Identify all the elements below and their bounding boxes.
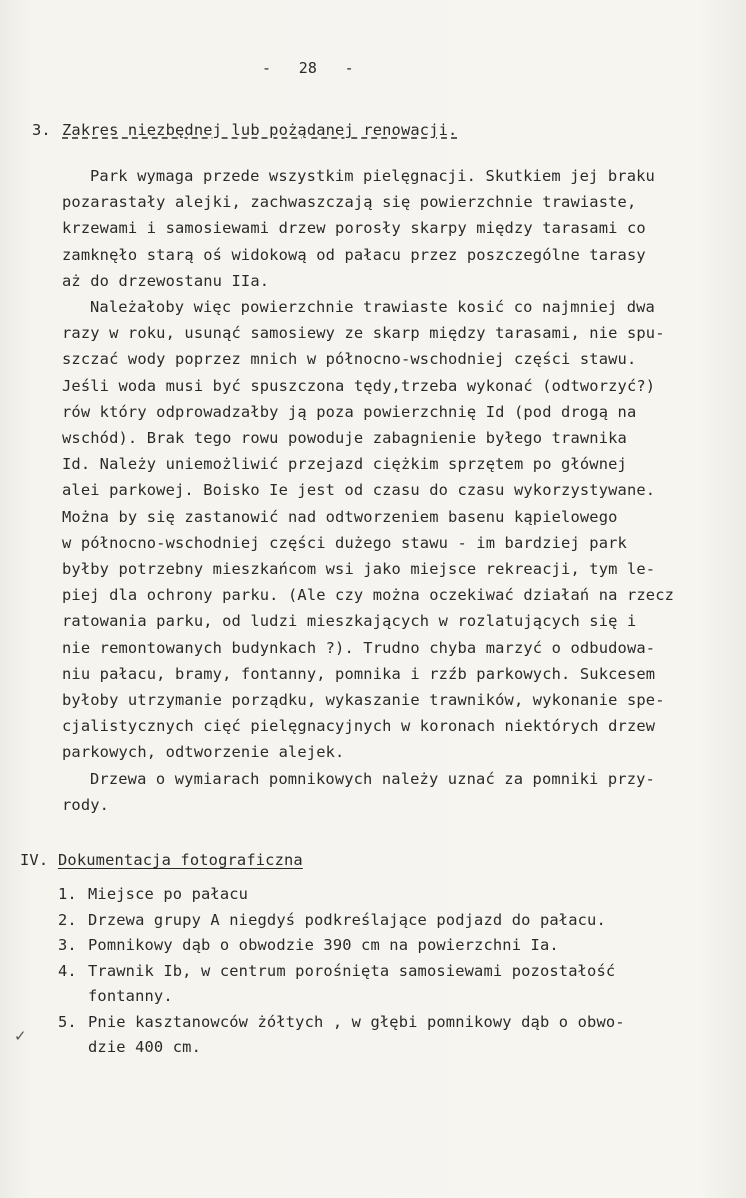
paragraph-line: aż do drzewostanu IIa. bbox=[62, 271, 270, 290]
paragraph-line: niu pałacu, bramy, fontanny, pomnika i rzźb parkowych. Sukcesem bbox=[62, 664, 656, 683]
paragraph-line: Można by się zastanowić nad odtworzeniem basenu kąpielowego bbox=[62, 507, 618, 526]
photo-list-number: 5. bbox=[58, 1012, 77, 1031]
paragraph-line: Park wymaga przede wszystkim pielęgnacji. Skutkiem jej braku bbox=[90, 167, 655, 185]
section-4-title: Dokumentacja fotograficzna bbox=[58, 851, 303, 869]
photo-list-text: Trawnik Ib, w centrum porośnięta samosiewami pozostałość bbox=[88, 961, 616, 980]
photo-list-text: Miejsce po pałacu bbox=[88, 885, 249, 903]
photo-list-number: 3. bbox=[58, 936, 77, 954]
paragraph-line: Drzewa o wymiarach pomnikowych należy uznać za pomniki przy- bbox=[90, 769, 655, 788]
paragraph-line: razy w roku, usunąć samosiewy ze skarp między tarasami, nie spu- bbox=[62, 324, 665, 343]
photo-list-text: Drzewa grupy A niegdyś podkreślające podjazd do pałacu. bbox=[88, 910, 606, 929]
photo-list-number: 1. bbox=[58, 885, 77, 903]
paragraph-line: wschód). Brak tego rowu powoduje zabagnienie byłego trawnika bbox=[62, 429, 627, 447]
paragraph-line: Jeśli woda musi być spuszczona tędy,trzeba wykonać (odtworzyć?) bbox=[62, 376, 656, 395]
section-4-number: IV. bbox=[20, 851, 49, 869]
paragraph-line: nie remontowanych budynkach ?). Trudno chyba marzyć o odbudowa- bbox=[62, 638, 656, 657]
paragraph-line: Należałoby więc powierzchnie trawiaste kosić co najmniej dwa bbox=[90, 298, 655, 316]
paragraph-line: rody. bbox=[62, 795, 110, 814]
paragraph-line: Id. Należy uniemożliwić przejazd ciężkim sprzętem po głównej bbox=[62, 455, 627, 474]
paragraph-line: pozarastały alejki, zachwaszczają się powierzchnie trawiaste, bbox=[62, 193, 637, 212]
margin-check-mark: ✓ bbox=[14, 1027, 27, 1045]
paragraph-line: byłby potrzebny mieszkańcom wsi jako miejsce rekreacji, tym le- bbox=[62, 560, 656, 578]
paragraph-line: ratowania parku, od ludzi mieszkających w rozlatujących się i bbox=[62, 612, 637, 631]
section-3-number: 3. bbox=[32, 121, 51, 139]
paragraph-line: parkowych, odtworzenie alejek. bbox=[62, 743, 345, 762]
paragraph-line: piej dla ochrony parku. (Ale czy można oczekiwać działań na rzecz bbox=[62, 586, 675, 605]
paragraph-line: byłoby utrzymanie porządku, wykaszanie trawników, wykonanie spe- bbox=[62, 691, 665, 709]
paragraph-line: krzewami i samosiewami drzew porosły skarpy między tarasami co bbox=[62, 219, 646, 238]
photo-list-text: Pomnikowy dąb o obwodzie 390 cm na powierzchni Ia. bbox=[88, 936, 559, 954]
photo-list-text: dzie 400 cm. bbox=[88, 1038, 201, 1056]
paragraph-line: w północno-wschodniej części dużego stawu - im bardziej park bbox=[62, 533, 627, 552]
photo-list-text: Pnie kasztanowców żółtych , w głębi pomnikowy dąb o obwo- bbox=[88, 1012, 625, 1031]
photo-list-number: 2. bbox=[58, 910, 77, 929]
paragraph-line: szczać wody poprzez mnich w północno-wschodniej części stawu. bbox=[62, 350, 637, 369]
photo-list-text: fontanny. bbox=[88, 987, 173, 1005]
paragraph-line: cjalistycznych cięć pielęgnacyjnych w koronach niektórych drzew bbox=[62, 717, 656, 736]
page-number: - 28 - bbox=[262, 59, 354, 77]
paragraph-line: rów który odprowadzałby ją poza powierzchnię Id (pod drogą na bbox=[62, 402, 637, 421]
photo-list-number: 4. bbox=[58, 961, 77, 980]
paragraph-line: zamknęło starą oś widokową od pałacu przez poszczególne tarasy bbox=[62, 245, 646, 264]
paragraph-line: alei parkowej. Boisko Ie jest od czasu do czasu wykorzystywane. bbox=[62, 481, 656, 500]
section-3-title: Zakres niezbędnej lub pożądanej renowacji. bbox=[62, 121, 458, 139]
